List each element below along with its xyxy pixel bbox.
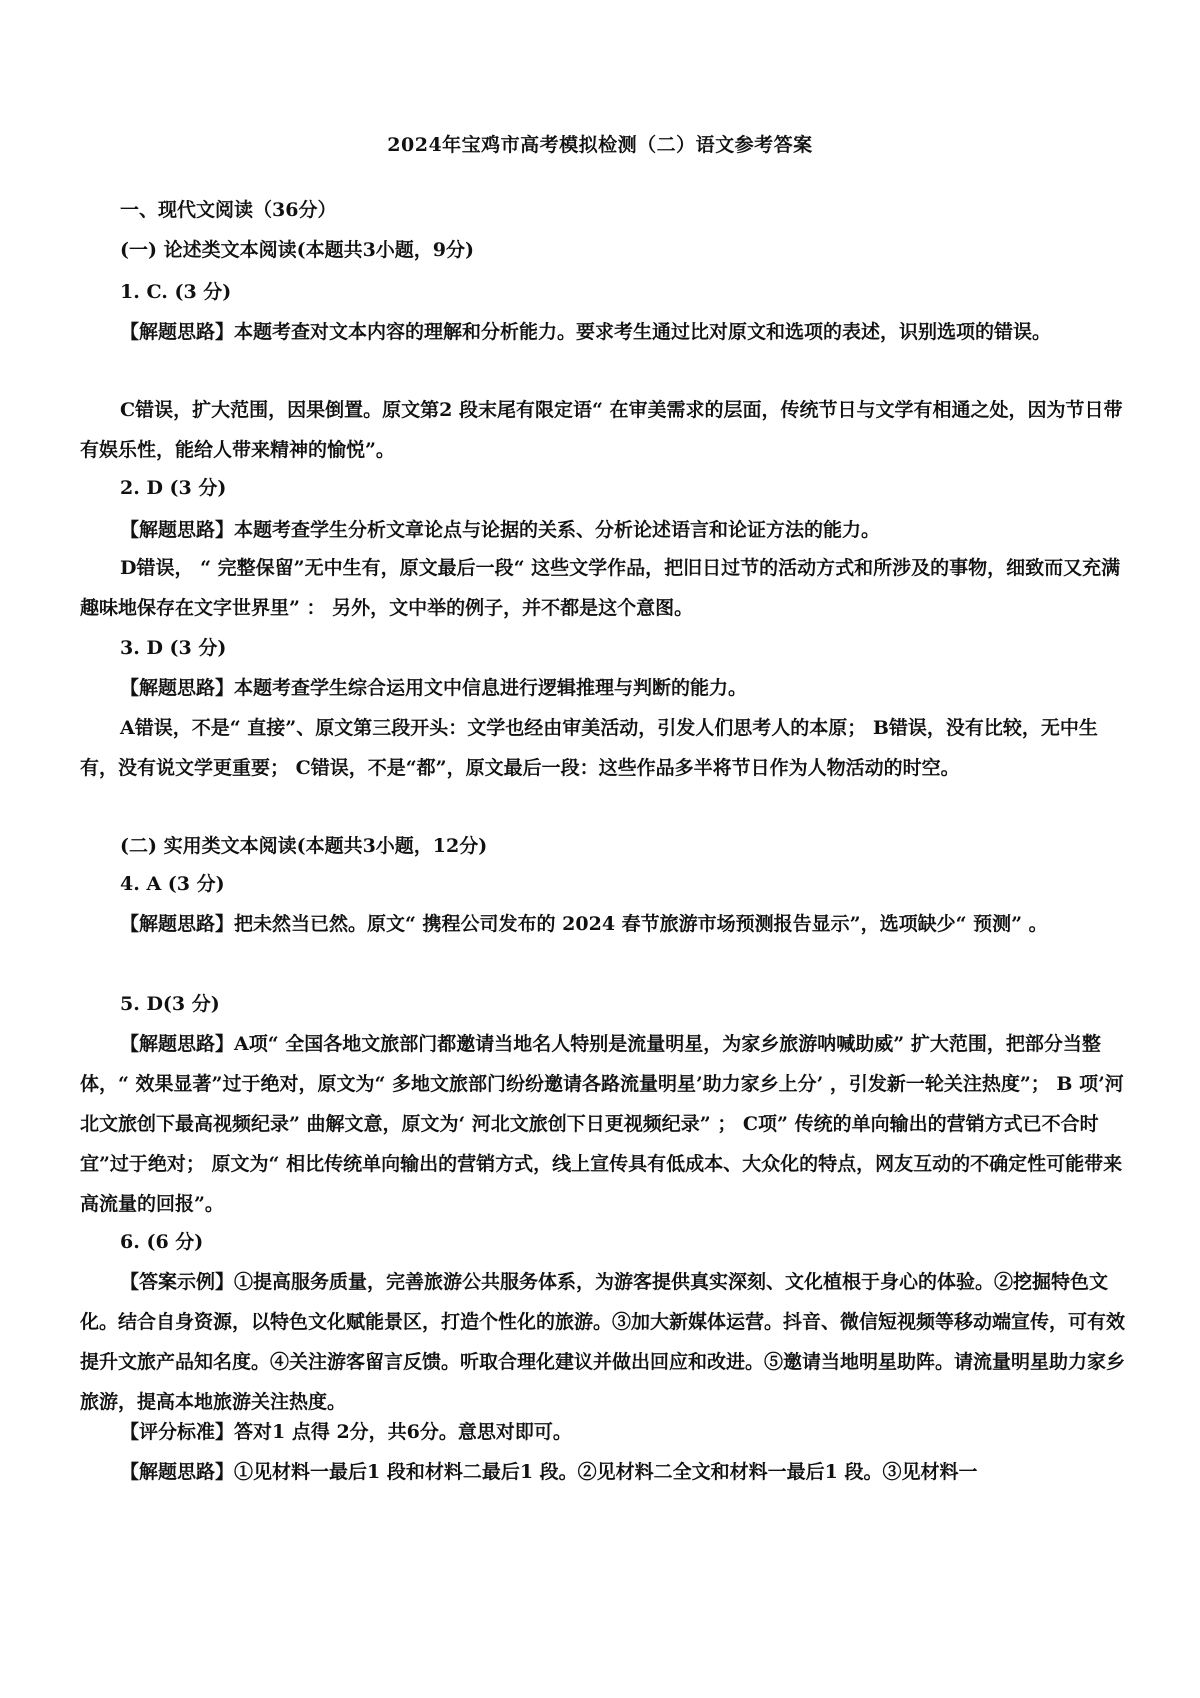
q1-detail: C错误，扩大范围，因果倒置。原文第2 段末尾有限定语“ 在审美需求的层面，传统节日与文学有相通之处，因为节日带有娱乐性，能给人带来精神的愉悦”。 [80,399,1123,461]
section-heading-modern-reading: 一、现代文阅读（36分） [120,199,337,221]
q3-detail: A错误，不是“ 直接”、原文第三段开头：文学也经由审美活动，引发人们思考人的本原； B错误，没有比较，无中生有，没有说文学更重要； C错误，不是“都”，原文最后一段：这些作品多半将节日作为人物活动的时空。 [80,717,1098,779]
q1-heading: 1. C. (3 分) [120,281,232,303]
subsection-heading-practical: (二) 实用类文本阅读(本题共3小题，12分) [120,835,488,857]
q3-analysis: 【解题思路】本题考查学生综合运用文中信息进行逻辑推理与判断的能力。 [120,677,748,699]
subsection-heading-argumentative: (一) 论述类文本阅读(本题共3小题，9分) [120,239,475,261]
q6-scoring-standard: 【评分标准】答对1 点得 2分，共6分。意思对即可。 [120,1421,572,1443]
q3-heading: 3. D (3 分) [120,637,227,659]
q2-detail: D错误， “ 完整保留”无中生有，原文最后一段“ 这些文学作品，把旧日过节的活动方式和所涉及的事物，细致而又充满趣味地保存在文字世界里” ： 另外，文中举的例子，并不都是这个意图。 [80,557,1121,619]
q2-heading: 2. D (3 分) [120,477,227,499]
q6-answer-example: 【答案示例】①提高服务质量，完善旅游公共服务体系，为游客提供真实深刻、文化植根于身心的体验。②挖掘特色文化。结合自身资源，以特色文化赋能景区，打造个性化的旅游。③加大新媒体运营。抖音、微信短视频等移动端宣传，可有效提升文旅产品知名度。④关注游客留言反馈。听取合理化建议并做出回应和改进。⑤邀请当地明星助阵。请流量明星助力家乡旅游，提高本地旅游关注热度。 [80,1271,1126,1413]
q1-analysis: 【解题思路】本题考查对文本内容的理解和分析能力。要求考生通过比对原文和选项的表述，识别选项的错误。 [120,321,1052,343]
q4-heading: 4. A (3 分) [120,873,225,895]
page-title: 2024年宝鸡市高考模拟检测（二）语文参考答案 [387,134,813,156]
q4-analysis: 【解题思路】把未然当已然。原文“ 携程公司发布的 2024 春节旅游市场预测报告显示”，选项缺少“ 预测” 。 [120,913,1048,935]
q5-analysis: 【解题思路】A项“ 全国各地文旅部门都邀请当地名人特别是流量明星，为家乡旅游呐喊助威” 扩大范围，把部分当整体，“ 效果显著”过于绝对，原文为“ 多地文旅部门纷纷邀请各路流量明星’助力家乡上分’ ，引发新一轮关注热度”； B 项’河北文旅创下最高视频纪录” 曲解文意，原文为‘ 河北文旅创下日更视频纪录” ； C项” 传统的单向输出的营销方式已不合时宜”过于绝对； 原文为“ 相比传统单向输出的营销方式，线上宣传具有低成本、大众化的特点，网友互动的不确定性可能带来高流量的回报”。 [80,1033,1124,1215]
q5-heading: 5. D(3 分) [120,993,220,1015]
q2-analysis: 【解题思路】本题考查学生分析文章论点与论据的关系、分析论述语言和论证方法的能力。 [120,519,881,541]
q6-analysis: 【解题思路】①见材料一最后1 段和材料二最后1 段。②见材料二全文和材料一最后1 段。③见材料一 [120,1461,978,1483]
q6-heading: 6. (6 分) [120,1231,204,1253]
